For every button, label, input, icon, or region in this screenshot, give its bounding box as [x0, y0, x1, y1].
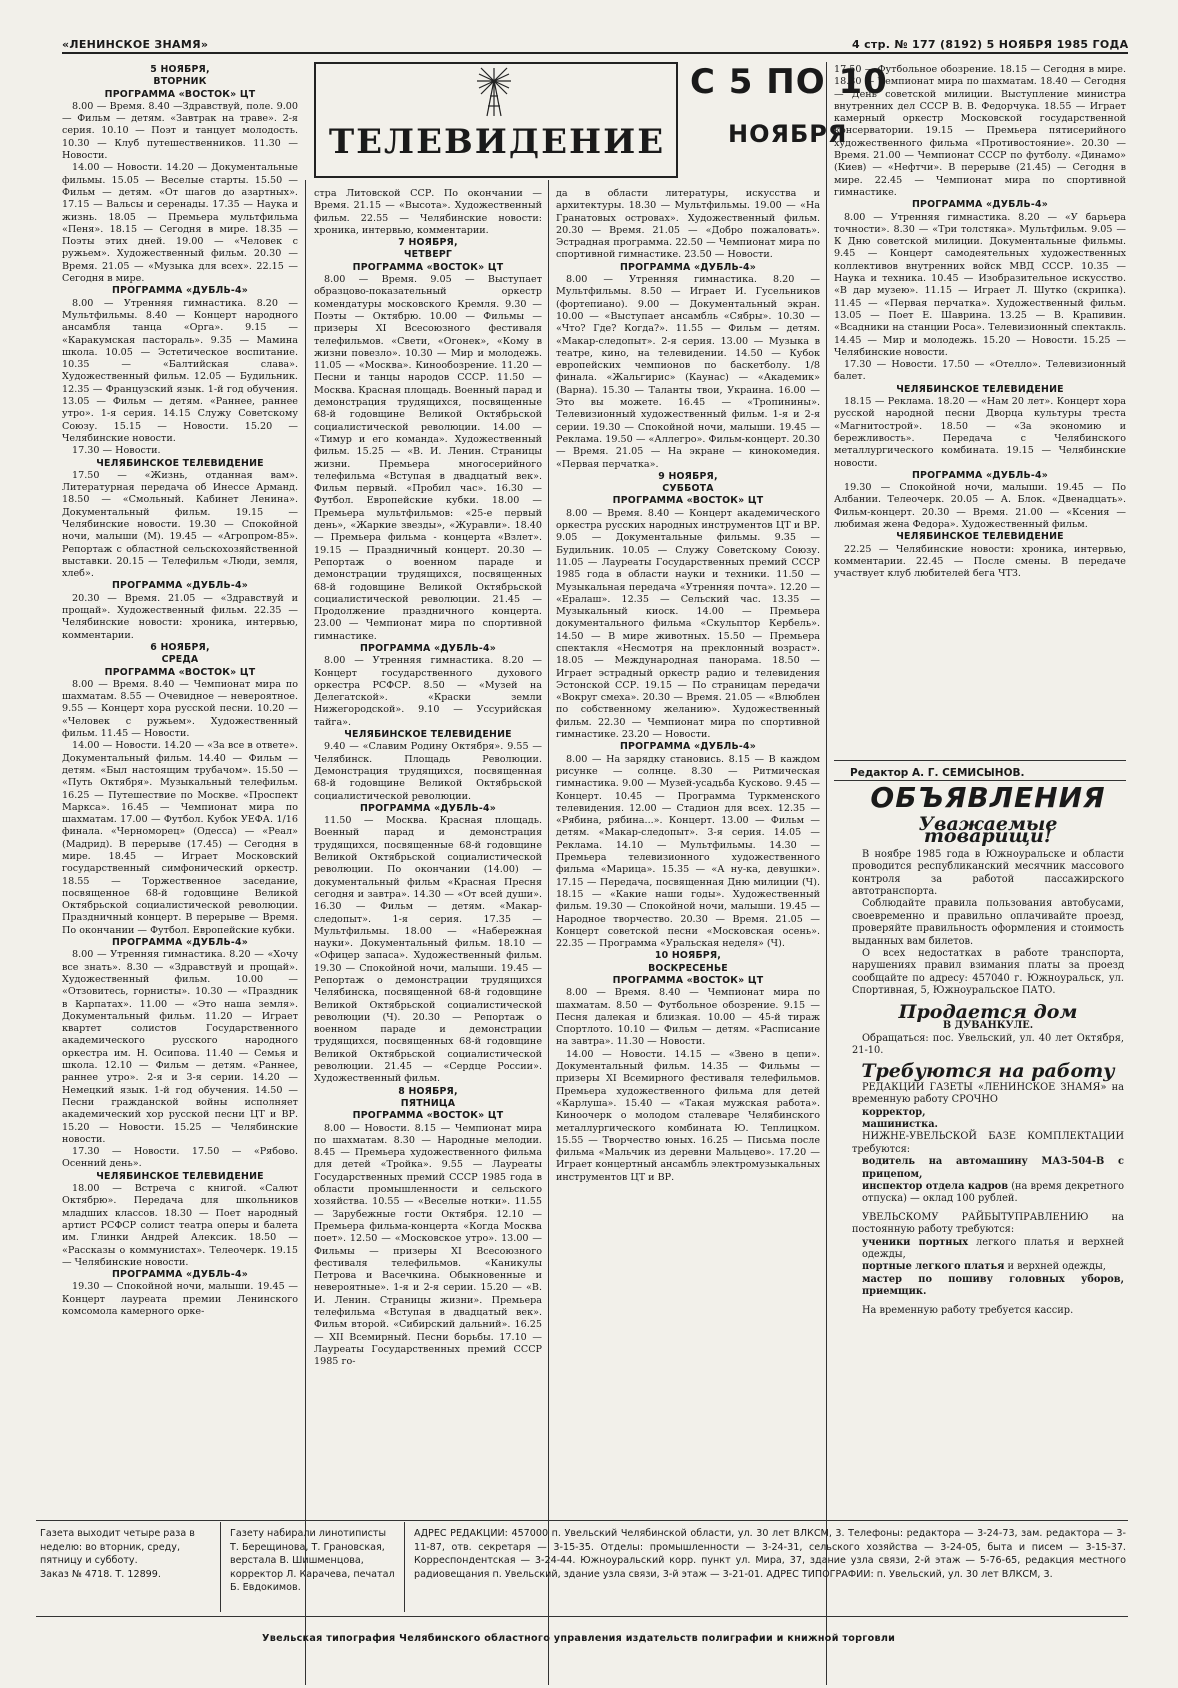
program-heading: ЧЕЛЯБИНСКОЕ ТЕЛЕВИДЕНИЕ	[344, 729, 512, 741]
ads-text: На временную работу требуется кассир.	[862, 1304, 1074, 1316]
ads-text: Обращаться: пос. Увельский, ул. 40 лет Октября, 21-10.	[852, 1032, 1124, 1056]
column-rule	[305, 180, 306, 1685]
ads-text: Соблюдайте правила пользования автобусами, своевременно и правильно оплачивайте проезд, проверяйте правильность оформления и стоимость выданных вам билетов.	[852, 898, 1124, 947]
ads-job	[852, 1261, 1124, 1273]
program-listing: 17.30 — Новости.	[72, 445, 161, 457]
schedule-column-3	[556, 188, 820, 1688]
program-listing: 8.00 — Утренняя гимнастика. 8.20 — Мультфильмы. 8.50 — Играет И. Гусельников (фортепиано). 9.00 — Документальный экран. 10.00 — «Выступает ансамбль «Сябры». 10.30 — «Что? Где? Когда?». 11.55 — Фильм — детям. «Макар-следопыт». 2-я серия. 13.00 — Музыка в театре, кино, на телевидении. 14.50 — Кубок европейских чемпионов по баскетболу. 1/8 финала. «Жальгирис» (Каунас) — «Академик» (Варна). 15.30 — Таланты твои, Украина. 16.00 — Это вы можете. 16.45 — «Тропинины». Телевизионный художественный фильм. 1-я и 2-я серии. 19.30 — Спокойной ночи, малыши. 19.45 — Реклама. 19.50 — «Аллегро». Фильм-концерт. 20.30 — Время. 21.05 — На экране — кинокомедия. «Первая перчатка».	[556, 274, 820, 470]
program-heading: ПРОГРАММА «ДУБЛЬ-4»	[112, 285, 248, 297]
program-heading: 6 НОЯБРЯ,	[150, 641, 210, 653]
banner-month: НОЯБРЯ	[728, 120, 848, 148]
program-listing: 14.00 — Новости. 14.20 — Документальные фильмы. 15.05 — Веселые старты. 15.50 — Фильм — детям. «От шагов до азартных». 17.15 — Вальсы и серенады. 17.35 — Наука и жизнь. 18.05 — Премьера мультфильма «Пеня». 18.15 — Сегодня в мире. 18.35 — Поэты этих дней. 19.00 — «Человек с ружьем». Художественный фильм. 20.30 — Время. 21.05 — «Музыка для всех». 22.15 — Сегодня в мире.	[62, 162, 298, 285]
program-heading: ПРОГРАММА «ВОСТОК» ЦТ	[352, 261, 504, 273]
banner-dates: С 5 ПО 10	[690, 62, 888, 102]
program-listing: 8.00 — Новости. 8.15 — Чемпионат мира по шахматам. 8.30 — Народные мелодии. 8.45 — Премьера художественного фильма для детей «Тройка». 9.55 — Лауреаты Государственных премий СССР 1985 года в области промышленности и сельского хозяйства. 10.55 — «Веселые нотки». 11.55 — Зарубежные гости Октября. 12.10 — Премьера фильма-концерта «Когда Москва поет». 12.50 — «Московское утро». 13.00 — Фильмы — призеры XI Всесоюзного фестиваля телефильмов. «Каникулы Петрова и Васечкина. Обыкновенные и невероятные». 1-я и 2-я серии. 15.20 — «В. И. Ленин. Страницы жизни». Премьера телефильма «Вступая в двадцатый век». Фильм второй. «Сибирский дальний». 16.25 — XII Всемирный. Песни борьбы. 17.10 — Лауреаты Государственных премий СССР 1985 го-	[314, 1122, 542, 1368]
program-heading: ЧЕЛЯБИНСКОЕ ТЕЛЕВИДЕНИЕ	[896, 383, 1064, 395]
program-heading: 7 НОЯБРЯ,	[398, 237, 458, 249]
program-heading: ЧЕТВЕРГ	[403, 249, 453, 261]
program-listing: 8.00 — Время. 8.40 — Чемпионат мира по шахматам. 8.55 — Очевидное — невероятное. 9.55 — Концерт хора русской песни. 10.20 — «Человек с ружьем». Художественный фильм. 11.45 — Новости.	[62, 678, 298, 740]
column-rule	[548, 180, 549, 1685]
ads-job	[852, 1237, 1124, 1262]
program-listing: 19.30 — Спокойной ночи, малыши. 19.45 — По Албании. Телеочерк. 20.05 — А. Блок. «Двенадцать». Фильм-концерт. 20.30 — Время. 21.00 — «Ксения — любимая жена Федора». Художественный фильм.	[834, 482, 1126, 530]
program-heading: ПРОГРАММА «ДУБЛЬ-4»	[360, 802, 496, 814]
program-listing: 17.30 — Новости. 17.50 — «Отелло». Телевизионный балет.	[834, 359, 1126, 383]
footer-staff: Газету набирали линотиписты Т. Берещинова, Т. Грановская, верстала В. Шишменцова, корректор Л. Карачева, печатал Б. Евдокимов.	[230, 1528, 395, 1593]
program-listing: 14.00 — Новости. 14.20 — «За все в ответе». Документальный фильм. 14.40 — Фильм — детям. «Был настоящим трубачом». 15.50 — «Путь Октября». Музыкальный телефильм. 16.25 — Путешествие по Москве. «Проспект Маркса». 16.45 — Чемпионат мира по шахматам. 17.00 — Футбол. Кубок УЕФА. 1/16 финала. «Черноморец» (Одесса) — «Реал» (Мадрид). В перерыве (17.45) — Сегодня в мире. 18.45 — Играет Московский государственный симфонический оркестр. 18.55 — Торжественное заседание, посвященное 68-й годовщине Великой Октябрьской социалистической революции. Праздничный концерт. В перерыве — Время. По окончании — Футбол. Европейские кубки.	[62, 740, 298, 936]
ads-text: В ноябре 1985 года в Южноуральске и области проводится республиканский месячник массового контроля за работой пассажирского автотранспорта.	[852, 848, 1124, 898]
program-heading: ПРОГРАММА «ВОСТОК» ЦТ	[104, 666, 256, 678]
program-heading: ЧЕЛЯБИНСКОЕ ТЕЛЕВИДЕНИЕ	[96, 1170, 264, 1182]
editor-rule-top	[834, 760, 1126, 761]
ads-block	[852, 813, 1125, 1317]
program-listing: стра Литовской ССР. По окончании — Время. 21.15 — «Высота». Художественный фильм. 22.55 — Челябинские новости: хроника, интервью, комментарии.	[314, 188, 542, 236]
program-listing: 14.00 — Новости. 14.15 — «Звено в цепи». Документальный фильм. 14.35 — Фильмы — призеры XI Всемирного фестиваля телефильмов. Премьера художественного фильма для детей «Карлуша». 15.40 — «Такая мужская работа». Киноочерк о молодом сталеваре Челябинского металлургического комбината Ю. Теплицком. 15.55 — Творчество юных. 16.25 — Письма после фильма «Мальчик из деревни Мальцево». 17.20 — Играет концертный ансамбль электромузыкальных инструментов ЦТ и ВР.	[556, 1048, 820, 1183]
column-rule	[826, 62, 827, 1685]
program-heading: ПРОГРАММА «ДУБЛЬ-4»	[112, 580, 248, 592]
program-listing: 20.30 — Время. 21.05 — «Здравствуй и прощай». Художественный фильм. 22.35 — Челябинские новости: хроника, интервью, комментарии.	[62, 592, 298, 641]
program-listing: 9.40 — «Славим Родину Октября». 9.55 — Челябинск. Площадь Революции. Демонстрация трудящихся, посвященная 68-й годовщине Великой Октябрьской социалистической революции.	[314, 741, 542, 802]
footer-order: Заказ № 4718. Т. 12899.	[40, 1568, 161, 1580]
ads-job	[852, 1181, 1124, 1206]
ads-heading-house: Продается дом	[898, 1000, 1078, 1023]
printer-line: Увельская типография Челябинского областного управления издательств полиграфии и книжной торговли	[262, 1633, 896, 1644]
program-heading: ПРОГРАММА «ДУБЛЬ-4»	[112, 937, 248, 949]
program-heading: 8 НОЯБРЯ,	[398, 1085, 458, 1097]
program-listing: 18.15 — Реклама. 18.20 — «Нам 20 лет». Концерт хора русской народной песни Дворца культуры треста «Магнитострой». 18.50 — «За экономию и бережливость». Передача с Челябинского металлургического комбината. 19.15 — Челябинские новости.	[834, 396, 1126, 469]
program-heading: ПЯТНИЦА	[400, 1097, 456, 1109]
program-heading: СУББОТА	[662, 483, 714, 495]
ads-job-note: и верхней одежды,	[1007, 1261, 1106, 1273]
program-listing: 8.00 — Утренняя гимнастика. 8.20 — «Хочу все знать». 8.30 — «Здравствуй и прощай». Художественный фильм. 10.00 — «Отзовитесь, горнисты». 10.30 — «Праздник в Карпатах». 11.00 — «Это наша земля». Документальный фильм. 11.20 — Играет квартет солистов Государственного академического русского народного оркестра им. Н. Осипова. 11.40 — Семья и школа. 12.10 — Фильм — детям. «Раннее, раннее утро». 2-я и 3-я серии. 14.20 — Немецкий язык. 1-й год обучения. 14.50 — Песни гражданской войны исполняет академический хор русской песни ЦТ и ВР. 15.20 — Новости. 15.25 — Челябинские новости.	[62, 949, 298, 1145]
tv-tower-icon	[477, 66, 511, 118]
ads-job-title: ученики портных	[862, 1236, 969, 1248]
program-listing: 22.25 — Челябинские новости: хроника, интервью, комментарии. 22.45 — После смены. В передаче участвует клуб любителей бега ЧТЗ.	[834, 543, 1126, 580]
schedule-column-2	[314, 188, 542, 1688]
schedule-column-4	[834, 64, 1126, 754]
program-heading: СРЕДА	[161, 654, 199, 666]
editor-line: Редактор А. Г. СЕМИСЫНОВ.	[850, 767, 1025, 779]
program-listing: 8.00 — Утренняя гимнастика. 8.20 — Концерт государственного духового оркестра РСФСР. 8.50 — «Музей на Делегатской». «Краски земли Нижегородской». 9.10 — Уссурийская тайга».	[314, 655, 542, 728]
ads-text: РЕДАКЦИИ ГАЗЕТЫ «ЛЕНИНСКОЕ ЗНАМЯ» на временную работу СРОЧНО	[852, 1081, 1124, 1106]
program-listing: 17.50 — Футбольное обозрение. 18.15 — Сегодня в мире. 18.30 — Чемпионат мира по шахматам. 18.40 — Сегодня — День советской милиции. Выступление министра внутренних дел СССР В. В. Федорчука. 18.55 — Играет камерный оркестр Московской государственной консерватории. 19.15 — Премьера пятисерийного художественного фильма «Противостояние». 20.30 — Время. 21.00 — Чемпионат СССР по футболу. «Динамо» (Киев) — «Нефтчи». В перерыве (21.45) — Сегодня в мире. 22.45 — Чемпионат мира по спортивной гимнастике.	[834, 64, 1126, 198]
program-listing: 19.30 — Спокойной ночи, малыши. 19.45 — Концерт лауреата премии Ленинского комсомола камерного орке-	[62, 1281, 298, 1317]
footer-divider	[220, 1522, 221, 1612]
footer-address: АДРЕС РЕДАКЦИИ: 457000 п. Увельский Челябинской области, ул. 30 лет ВЛКСМ, 3. Телефоны: редактора — 3-24-73, зам. редактора — 3-11-87, отв. секретаря — 3-15-35. Отделы: промышленности — 3-24-31, сельского хозяйства — 3-24-05, быта и писем — 3-15-37. Корреспондентская — 3-24-44. Южноуральский корр. пункт ул. Мира, 37, здание узла связи, 2-й этаж — 5-76-65, редакция местного радиовещания п. Увельский, здание узла связи, 3-й этаж — 3-21-01. АДРЕС ТИПОГРАФИИ: п. Увельский, ул. 30 лет ВЛКСМ, 3.	[414, 1528, 1126, 1580]
program-heading: ВТОРНИК	[153, 76, 207, 88]
ads-job: машинистка.	[862, 1118, 938, 1130]
ads-job: водитель на автомашину МАЗ-504-В с прицепом,	[862, 1156, 1124, 1180]
program-heading: ПРОГРАММА «ДУБЛЬ-4»	[620, 741, 756, 753]
newspaper-name: «ЛЕНИНСКОЕ ЗНАМЯ»	[62, 38, 209, 51]
ads-job-note: (на время декретного отпуска) — оклад 100 рублей.	[862, 1180, 1124, 1205]
program-listing: 11.50 — Москва. Красная площадь. Военный парад и демонстрация трудящихся, посвященные 68-й годовщине Великой Октябрьской социалистической революции. По окончании (14.00) — документальный фильм «Красная Пресня сегодня и завтра». 14.30 — «От всей души». 16.30 — Фильм — детям. «Макар-следопыт». 1-я серия. 17.35 — Мультфильмы. 18.00 — «Набережная науки». Документальный фильм. 18.10 — «Офицер запаса». Художественный фильм. 19.30 — Спокойной ночи, малыши. 19.45 — Репортаж о демонстрации трудящихся Челябинска, посвященной 68-й годовщине Великой Октябрьской социалистической революции (Ч). 20.30 — Репортаж о военном параде и демонстрации трудящихся, посвященных 68-й годовщине Великой Октябрьской социалистической революции. 21.45 — «Сердце России». Художественный фильм.	[314, 815, 542, 1085]
ads-text: В ДУВАНКУЛЕ.	[942, 1020, 1034, 1032]
schedule-column-1	[62, 64, 298, 1687]
program-listing: 8.00 — Время. 8.40 — Концерт академического оркестра русских народных инструментов ЦТ и ВР. 9.05 — Документальные фильмы. 9.35 — Будильник. 10.05 — Служу Советскому Союзу. 11.05 — Лауреаты Государственных премий СССР 1985 года в области науки и техники. 11.50 — Музыкальная передача «Утренняя почта». 12.20 — «Ералаш». 12.35 — Сельский час. 13.35 — Музыкальный киоск. 14.00 — Премьера документального фильма «Скульптор Кербель». 14.50 — В мире животных. 15.50 — Премьера спектакля «Несмотря на преклонный возраст». 18.05 — Международная панорама. 18.50 — Играет эстрадный оркестр радио и телевидения Эстонской ССР. 19.15 — По страницам передачи «Вокруг смеха». 20.30 — Время. 21.05 — «Влюблен по собственному желанию». Художественный фильм. 22.30 — Чемпионат мира по спортивной гимнастике. 23.20 — Новости.	[556, 507, 820, 741]
ads-title: ОБЪЯВЛЕНИЯ	[870, 781, 1106, 814]
program-heading: ПРОГРАММА «ВОСТОК» ЦТ	[104, 88, 256, 100]
footer-schedule	[40, 1527, 212, 1581]
footer-rule-bottom	[36, 1616, 1128, 1617]
footer-rule	[36, 1520, 1128, 1521]
ads-heading-jobs: Требуются на работу	[861, 1060, 1115, 1083]
ads-text: УВЕЛЬСКОМУ РАЙБЫТУПРАВЛЕНИЮ на постоянную работу требуются:	[852, 1211, 1124, 1236]
program-listing: 17.30 — Новости. 17.50 — «Рябово. Осенний день».	[62, 1146, 298, 1170]
header-rule	[62, 52, 1128, 54]
program-heading: 10 НОЯБРЯ,	[654, 950, 722, 962]
program-listing: 8.00 — Время. 9.05 — Выступает образцово-показательный оркестр комендатуры московского Кремля. 9.30 — Поэты — Октябрю. 10.00 — Фильмы — призеры XI Всесоюзного фестиваля телефильмов. «Свети, «Огонек», «Кому в жизни повезло». 10.30 — Мир и молодежь. 11.05 — «Москва». Кинообозрение. 11.20 — Песни и танцы народов СССР. 11.50 — Москва. Красная площадь. Военный парад и демонстрация трудящихся, посвященные 68-й годовщине Великой Октябрьской социалистической революции. 14.00 — «Тимур и его команда». Художественный фильм. 15.25 — «В. И. Ленин. Страницы жизни. Премьера многосерийного телефильма «Вступая в двадцатый век». Фильм первый. «Пробил час». 16.30 — Футбол. Европейские кубки. 18.00 — Премьера мультфильмов: «25-е первый день», «Жаркие звезды», «Журавли». 18.40 — Премьера фильма - концерта «Взлет». 19.15 — Праздничный концерт. 20.30 — Репортаж о военном параде и демонстрации трудящихся, посвященных 68-й годовщине Великой Октябрьской социалистической революции. 21.45 — Продолжение праздничного концерта. 23.00 — Чемпионат мира по спортивной гимнастике.	[314, 274, 542, 642]
footer-schedule-text: Газета выходит четыре раза в неделю: во вторник, среду, пятницу и субботу.	[40, 1528, 195, 1566]
program-heading: ПРОГРАММА «ДУБЛЬ-4»	[360, 642, 496, 654]
program-heading: ЧЕЛЯБИНСКОЕ ТЕЛЕВИДЕНИЕ	[96, 457, 264, 469]
ads-job: мастер по пошиву головных уборов, приемщик.	[862, 1273, 1124, 1298]
program-listing: 8.00 — Время. 8.40 — Чемпионат мира по шахматам. 8.50 — Футбольное обозрение. 9.15 — Песня далекая и близкая. 10.00 — 45-й тираж Спортлото. 10.10 — Фильм — детям. «Расписание на завтра». 11.30 — Новости.	[556, 987, 820, 1048]
ads-job-note: легкого платья и верхней одежды,	[862, 1236, 1125, 1260]
program-heading: ЧЕЛЯБИНСКОЕ ТЕЛЕВИДЕНИЕ	[896, 531, 1064, 543]
footer-divider	[404, 1522, 405, 1612]
program-listing: 8.00 — Утренняя гимнастика. 8.20 — Мультфильмы. 8.40 — Концерт народного ансамбля танца «Орга». 9.15 — «Каракумская пастораль». 9.35 — Мамина школа. 10.05 — Эстетическое воспитание. 10.35 — «Балтийская слава». Художественный фильм. 12.05 — Будильник. 12.35 — Французский язык. 1-й год обучения. 13.05 — Фильм — детям. «Раннее, раннее утро». 1-я серия. 14.15 Служу Советскому Союзу. 15.15 — Новости. 15.20 — Челябинские новости.	[62, 297, 298, 444]
program-heading: ПРОГРАММА «ВОСТОК» ЦТ	[612, 495, 764, 507]
banner-title: ТЕЛЕВИДЕНИЕ	[328, 122, 666, 162]
program-heading: 9 НОЯБРЯ,	[658, 470, 718, 482]
program-listing: 17.50 — «Жизнь, отданная вам». Литературная передача об Инессе Арманд. 18.50 — «Смольный. Кабинет Ленина». Документальный фильм. 19.15 — Челябинские новости. 19.30 — Спокойной ночи, малыши (М). 19.45 — «Агропром-85». Репортаж с областной сельскохозяйственной выставки. 20.15 — Телефильм «Люди, земля, хлеб».	[62, 469, 298, 580]
program-heading: ПРОГРАММА «ВОСТОК» ЦТ	[612, 975, 764, 986]
program-heading: ПРОГРАММА «ВОСТОК» ЦТ	[352, 1110, 504, 1122]
program-heading: 5 НОЯБРЯ,	[150, 64, 210, 75]
program-listing: да в области литературы, искусства и архитектуры. 18.30 — Мультфильмы. 19.00 — «На Гранатовых островах». Художественный фильм. 20.30 — Время. 21.05 — «Добро пожаловать». Эстрадная программа. 22.50 — Чемпионат мира по спортивной гимнастике. 23.50 — Новости.	[556, 188, 820, 261]
program-listing: 8.00 — На зарядку становись. 8.15 — В каждом рисунке — солнце. 8.30 — Ритмическая гимнастика. 9.00 — Музей-усадьба Кусково. 9.45 — Концерт. 10.45 — Программа Туркменского телевидения. 12.00 — Стадион для всех. 12.35 — «Рябина, рябина...». Концерт. 13.00 — Фильм — детям. «Макар-следопыт». 3-я серия. 14.05 — Реклама. 14.10 — Мультфильмы. 14.30 — Премьера телевизионного художественного фильма «Марица». 15.35 — «А ну-ка, девушки». 17.15 — Передача, посвященная Дню милиции (Ч). 18.15 — «Какие наши годы». Художественный фильм. 19.30 — Спокойной ночи, малыши. 19.45 — Народное творчество. 20.30 — Время. 21.05 — Концерт советской песни «Московская осень». 22.35 — Программа «Уральская неделя» (Ч).	[556, 753, 820, 950]
ads-job-title: портные легкого платья	[862, 1261, 1005, 1273]
ads-text: О всех недостатках в работе транспорта, нарушениях правил взимания платы за проезд сообщайте по адресу: 457040 г. Южноуральск, ул. Спортивная, 5, Южноуральское ПАТО.	[852, 948, 1124, 997]
program-heading: ПРОГРАММА «ДУБЛЬ-4»	[620, 261, 756, 273]
issue-info: 4 стр. № 177 (8192) 5 НОЯБРЯ 1985 ГОДА	[852, 38, 1129, 51]
program-heading: ПРОГРАММА «ДУБЛЬ-4»	[912, 199, 1048, 211]
program-heading: ПРОГРАММА «ДУБЛЬ-4»	[912, 469, 1048, 481]
ads-heading-passengers: Уважаемые товарищи!	[918, 813, 1058, 848]
program-heading: ВОСКРЕСЕНЬЕ	[648, 962, 728, 974]
ads-job: корректор,	[862, 1106, 926, 1118]
program-listing: 18.00 — Встреча с книгой. «Салют Октябрю». Передача для школьников младших классов. 18.30 — Поет народный артист РСФСР солист театра оперы и балета им. Глинки Андрей Алексик. 18.50 — «Рассказы о коммунистах». Телеочерк. 19.15 — Челябинские новости.	[62, 1183, 298, 1268]
program-listing: 8.00 — Время. 8.40 —Здравствуй, поле. 9.00 — Фильм — детям. «Завтрак на траве». 2-я серия. 10.10 — Поэт и танцует молодость. 10.30 — Клуб путешественников. 11.30 — Новости.	[62, 100, 298, 162]
program-heading: ПРОГРАММА «ДУБЛЬ-4»	[112, 1269, 248, 1281]
program-listing: 8.00 — Утренняя гимнастика. 8.20 — «У барьера точности». 8.30 — «Три толстяка». Мультфильм. 9.05 — К Дню советской милиции. Документальные фильмы. 9.45 — Концерт самодеятельных художественных коллективов внутренних войск МВД СССР. 10.35 — Наука и техника. 10.45 — Изобразительное искусство. «В дар музею». 11.15 — Играет Л. Шутко (скрипка). 11.45 — «Первая перчатка». Художественный фильм. 13.05 — Поет Е. Шаврина. 13.25 — В. Крапивин. «Всадники на станции Роса». Телевизионный спектакль. 14.45 — Мир и молодежь. 15.20 — Новости. 15.25 — Челябинские новости.	[834, 211, 1126, 358]
ads-job-title: инспектор отдела кадров	[862, 1180, 1009, 1192]
ads-text: НИЖНЕ-УВЕЛЬСКОЙ БАЗЕ КОМПЛЕКТАЦИИ требуются:	[852, 1131, 1124, 1155]
